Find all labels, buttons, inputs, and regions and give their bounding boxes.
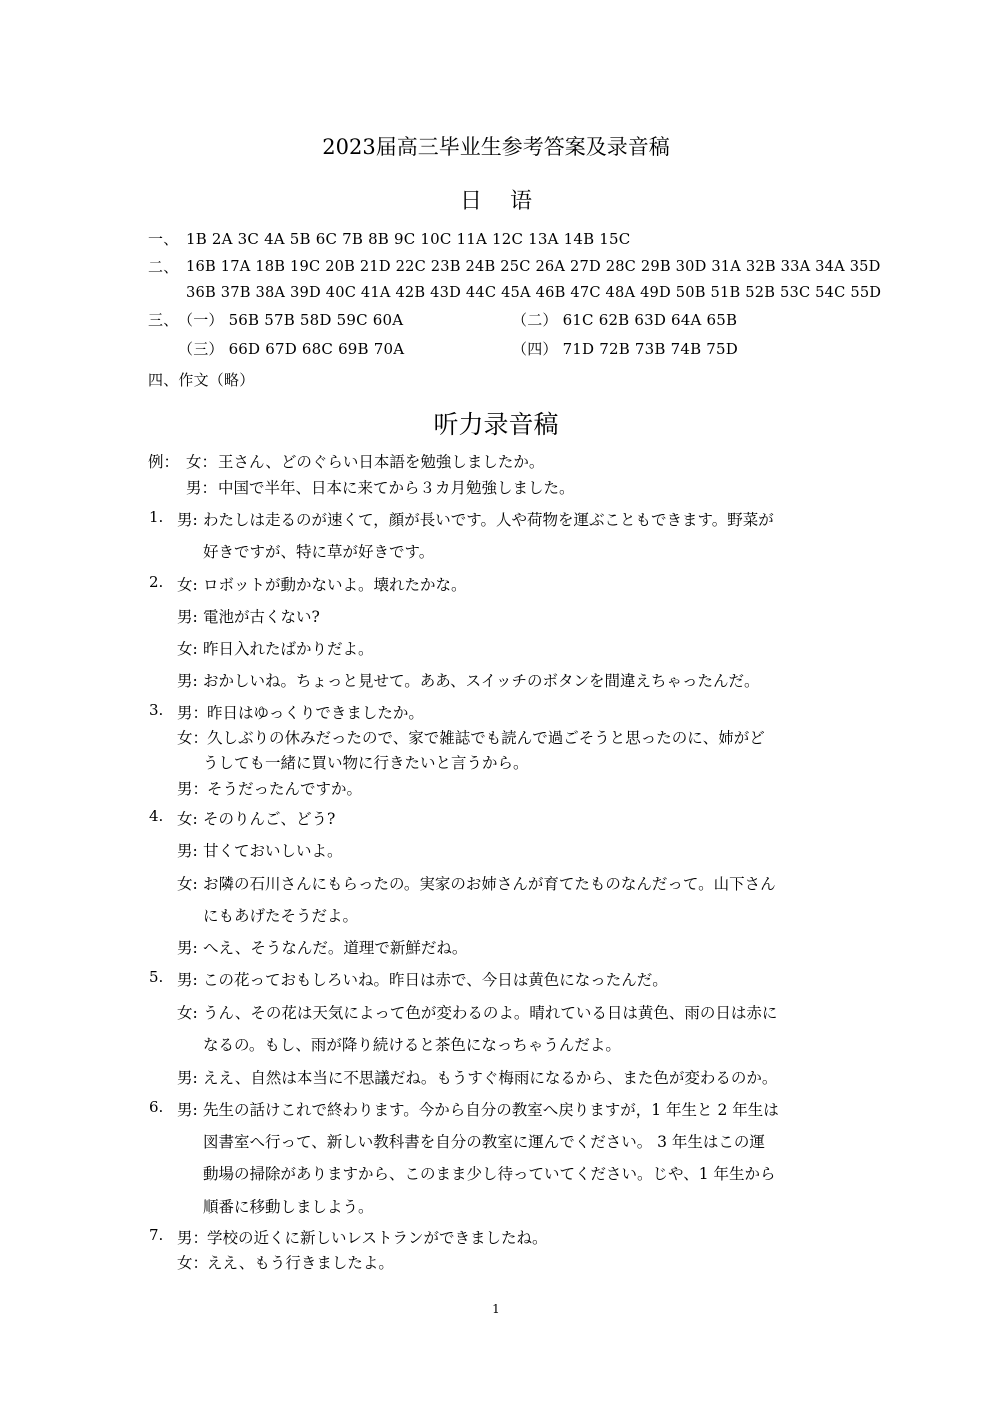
question-number: 3. bbox=[149, 701, 164, 719]
speaker-label: 女: bbox=[177, 1004, 198, 1022]
dialogue-line: お隣の石川さんにもらったの。実家のお姉さんが育てたものなんだって。山下さん bbox=[203, 875, 776, 893]
dialogue-line: うん、その花は天気によって色が変わるのよ。晴れている日は黄色、雨の日は赤に bbox=[203, 1004, 778, 1022]
speaker-label: 男: bbox=[177, 842, 198, 860]
answer-part1: 1B 2A 3C 4A 5B 6C 7B 8B 9C 10C 11A 12C 13A 14B 15C bbox=[186, 230, 631, 248]
speaker-label: 男: bbox=[177, 1101, 198, 1119]
answer-part2-line1: 16B 17A 18B 19C 20B 21D 22C 23B 24B 25C 26A 27D 28C 29B 30D 31A 32B 33A 34A 35D bbox=[186, 258, 881, 275]
speaker-label: 女: bbox=[177, 875, 198, 893]
speaker-label: 男： bbox=[177, 1229, 209, 1247]
speaker-label: 女: bbox=[177, 576, 198, 594]
answer-part1-label: 一、 bbox=[148, 230, 179, 248]
speaker-label: 男: bbox=[177, 608, 198, 626]
dialogue-line: 甘くておいしいよ。 bbox=[203, 842, 343, 860]
speaker-label: 女: bbox=[177, 640, 198, 658]
dialogue-line: 図書室へ行って、新しい教科書を自分の教室に運んでください。 3 年生はこの運 bbox=[203, 1133, 765, 1151]
dialogue-line: にもあげたそうだよ。 bbox=[203, 907, 359, 925]
dialogue-line: 昨日入れたばかりだよ。 bbox=[203, 640, 374, 658]
speaker-label: 男: bbox=[177, 511, 198, 529]
answer-part3-1: （一） 56B 57B 58D 59C 60A bbox=[178, 311, 404, 329]
transcript-title: 听力录音稿 bbox=[433, 410, 559, 439]
example-speaker-1: 女： bbox=[186, 453, 218, 471]
dialogue-line: そうだったんですか。 bbox=[207, 780, 363, 798]
answer-part3-label: 三、 bbox=[148, 311, 179, 329]
answer-part2-line2: 36B 37B 38A 39D 40C 41A 42B 43D 44C 45A 46B 47C 48A 49D 50B 51B 52B 53C 54C 55D bbox=[186, 284, 882, 301]
dialogue-line: 動場の掃除がありますから、このまま少し待っていてください。じや、1 年生から bbox=[203, 1165, 776, 1183]
speaker-label: 女： bbox=[177, 729, 209, 747]
dialogue-line: 久しぶりの休みだったので、家で雑誌でも読んで過ごそうと思ったのに、姉がど bbox=[207, 729, 765, 747]
answer-part3-2: （二） 61C 62B 63D 64A 65B bbox=[512, 311, 738, 329]
dialogue-line: ええ、自然は本当に不思議だね。もうすぐ梅雨になるから、また色が変わるのか。 bbox=[203, 1069, 778, 1087]
page-number: 1 bbox=[492, 1302, 500, 1316]
example-line-2: 中国で半年、日本に来てから３カ月勉強しました。 bbox=[218, 479, 575, 497]
answer-part3-4: （四） 71D 72B 73B 74B 75D bbox=[512, 340, 738, 358]
speaker-label: 男： bbox=[177, 780, 209, 798]
dialogue-line: おかしいね。ちょっと見せて。ああ、スイッチのボタンを間違えちゃったんだ。 bbox=[203, 672, 760, 690]
question-number: 2. bbox=[149, 573, 164, 591]
dialogue-line: なるの。もし、雨が降り続けると茶色になっちゃうんだよ。 bbox=[203, 1036, 621, 1054]
speaker-label: 男: bbox=[177, 971, 198, 989]
dialogue-line: ロボットが動かないよ。壊れたかな。 bbox=[203, 576, 467, 594]
dialogue-line: ええ、もう行きましたよ。 bbox=[207, 1254, 394, 1272]
answer-part2-label: 二、 bbox=[148, 258, 179, 276]
question-number: 1. bbox=[149, 508, 164, 526]
example-speaker-2: 男： bbox=[186, 479, 218, 497]
dialogue-line: わたしは走るのが速くて，顔が長いです。人や荷物を運ぶこともできます。野菜が bbox=[203, 511, 774, 529]
dialogue-line: 先生の話けこれで終わります。今から自分の教室へ戻りますが，1 年生と 2 年生は bbox=[203, 1101, 779, 1119]
speaker-label: 男: bbox=[177, 939, 198, 957]
dialogue-line: 電池が古くない? bbox=[203, 608, 320, 626]
speaker-label: 女： bbox=[177, 1254, 209, 1272]
dialogue-line: この花っておもしろいね。昨日は赤で、今日は黄色になったんだ。 bbox=[203, 971, 668, 989]
speaker-label: 男: bbox=[177, 672, 198, 690]
question-number: 5. bbox=[149, 968, 164, 986]
question-number: 4. bbox=[149, 807, 164, 825]
dialogue-line: 好きですが、特に草が好きです。 bbox=[203, 543, 435, 561]
question-number: 7. bbox=[149, 1226, 164, 1244]
document-title: 2023届高三毕业生参考答案及录音稿 bbox=[322, 135, 670, 159]
dialogue-line: へえ、そうなんだ。道理で新鮮だね。 bbox=[203, 939, 468, 957]
speaker-label: 男： bbox=[177, 704, 209, 722]
question-number: 6. bbox=[149, 1098, 164, 1116]
dialogue-line: そのりんご、どう? bbox=[203, 810, 336, 828]
dialogue-line: 昨日はゆっくりできましたか。 bbox=[207, 704, 424, 722]
speaker-label: 女: bbox=[177, 810, 198, 828]
subject-heading: 日语 bbox=[459, 189, 560, 214]
dialogue-line: 学校の近くに新しいレストランができましたね。 bbox=[207, 1229, 548, 1247]
example-label: 例： bbox=[148, 453, 180, 471]
answer-part4: 四、作文（略） bbox=[148, 371, 255, 389]
dialogue-line: 順番に移動しましよう。 bbox=[203, 1198, 374, 1216]
example-line-1: 王さん、どのぐらい日本語を勉強しましたか。 bbox=[218, 453, 545, 471]
speaker-label: 男: bbox=[177, 1069, 198, 1087]
dialogue-line: うしても一緒に買い物に行きたいと言うから。 bbox=[203, 754, 529, 772]
answer-part3-3: （三） 66D 67D 68C 69B 70A bbox=[178, 340, 405, 358]
